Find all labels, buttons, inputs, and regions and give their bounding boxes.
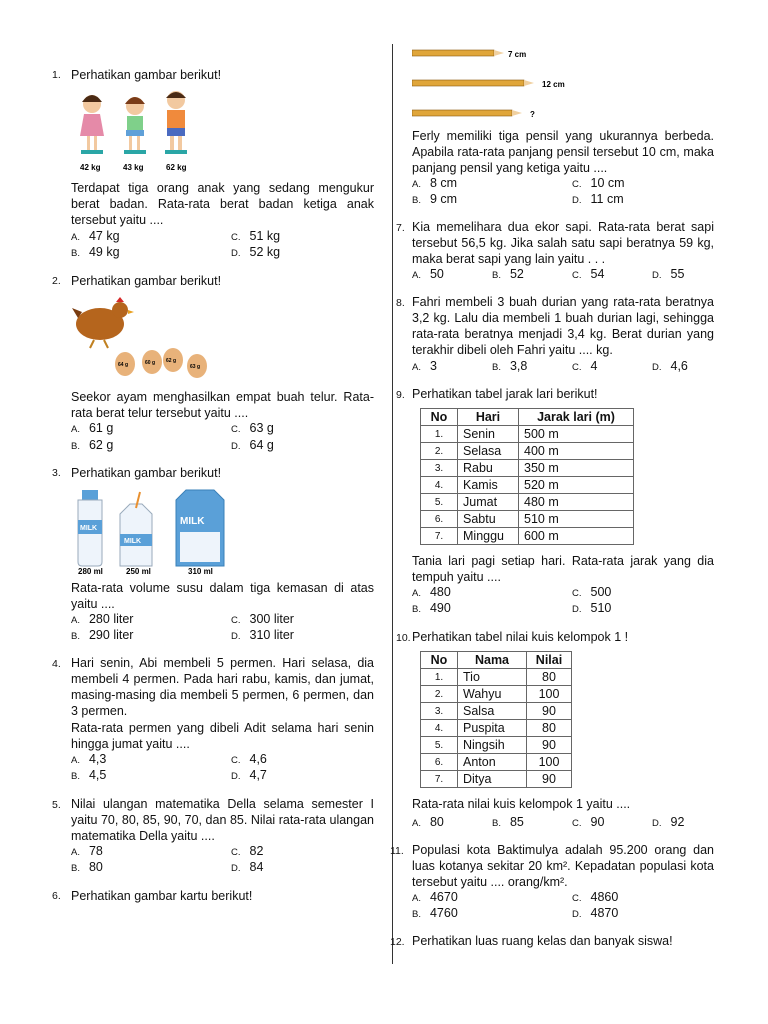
- question-number: 8.: [396, 297, 405, 309]
- question-prompt: Populasi kota Baktimulya adalah 95.200 orang dan luas kotanya sekitar 20 km². Kepadatan populasi kota tersebut yaitu .... orang/km².: [412, 843, 714, 889]
- table-cell: 350 m: [519, 460, 634, 477]
- option-a[interactable]: A. 61 g: [71, 421, 114, 435]
- table-header-row: No Hari Jarak lari (m): [421, 409, 634, 426]
- weight-label: 42 kg: [80, 163, 101, 172]
- question-number: 9.: [396, 389, 405, 401]
- table-row: [421, 720, 572, 737]
- question-body: Rata-rata nilai kuis kelompok 1 yaitu ....: [412, 797, 631, 811]
- option-a[interactable]: A. 4,3: [71, 752, 107, 766]
- row-number-cell: 3.: [421, 703, 458, 720]
- table-cell: Anton: [458, 754, 527, 771]
- row-number-cell: 7.: [421, 528, 458, 545]
- table-cell: 100: [527, 754, 572, 771]
- table-cell: 480 m: [519, 494, 634, 511]
- svg-text:250 ml: 250 ml: [126, 567, 151, 576]
- option-a[interactable]: A. 8 cm: [412, 176, 458, 190]
- option-a[interactable]: A. 80: [412, 815, 444, 829]
- option-d[interactable]: D. 4,7: [231, 768, 267, 782]
- table-row: [421, 686, 572, 703]
- table-cell: 90: [527, 703, 572, 720]
- option-c[interactable]: C. 4860: [572, 890, 619, 904]
- option-c[interactable]: C. 54: [572, 267, 605, 281]
- table-cell: 90: [527, 771, 572, 788]
- question-prompt: Perhatikan gambar berikut!: [71, 466, 222, 480]
- children-weighing-image: [72, 90, 202, 174]
- option-c[interactable]: C. 500: [572, 585, 612, 599]
- question-prompt: Perhatikan luas ruang kelas dan banyak siswa!: [412, 934, 673, 948]
- question-number: 6.: [52, 890, 61, 902]
- table-cell: Sabtu: [458, 511, 519, 528]
- option-c[interactable]: C. 300 liter: [231, 612, 294, 626]
- table-cell: Ditya: [458, 771, 527, 788]
- question-number: 5.: [52, 799, 61, 811]
- table-cell: 510 m: [519, 511, 634, 528]
- question-prompt: Perhatikan gambar berikut!: [71, 68, 222, 82]
- row-number-cell: 3.: [421, 460, 458, 477]
- option-b[interactable]: B. 3,8: [492, 359, 528, 373]
- row-number-cell: 6.: [421, 511, 458, 528]
- option-d[interactable]: D. 11 cm: [572, 192, 624, 206]
- milk-containers-image: [72, 488, 232, 576]
- option-d[interactable]: D. 52 kg: [231, 245, 281, 259]
- hen-eggs-image: [72, 296, 212, 380]
- question-prompt: Perhatikan gambar kartu berikut!: [71, 889, 253, 903]
- table-row: [421, 511, 634, 528]
- option-a[interactable]: A. 47 kg: [71, 229, 120, 243]
- table-cell: 500 m: [519, 426, 634, 443]
- pencil-length-label: ?: [530, 110, 535, 119]
- option-a[interactable]: A. 4670: [412, 890, 458, 904]
- row-number-cell: 2.: [421, 443, 458, 460]
- table-cell: Selasa: [458, 443, 519, 460]
- question-prompt: Kia memelihara dua ekor sapi. Rata-rata berat sapi tersebut 56,5 kg. Jika salah satu sapi beratnya 59 kg, maka berat sapi yang lain yaitu . . .: [412, 220, 714, 266]
- option-d[interactable]: D. 92: [652, 815, 685, 829]
- table-row: [421, 426, 634, 443]
- running-distance-table: [420, 408, 634, 545]
- table-cell: 600 m: [519, 528, 634, 545]
- table-cell: Ningsih: [458, 737, 527, 754]
- question-body: Seekor ayam menghasilkan empat buah telur. Rata-rata berat telur tersebut yaitu ....: [71, 390, 374, 420]
- option-b[interactable]: B. 4,5: [71, 768, 107, 782]
- row-number-cell: 1.: [421, 426, 458, 443]
- row-number-cell: 5.: [421, 494, 458, 511]
- table-row: [421, 477, 634, 494]
- table-cell: 90: [527, 737, 572, 754]
- option-c[interactable]: C. 63 g: [231, 421, 274, 435]
- svg-text:MILK: MILK: [124, 538, 142, 545]
- option-a[interactable]: A. 50: [412, 267, 444, 281]
- svg-text:60 g: 60 g: [145, 360, 156, 366]
- pencil-length-label: 12 cm: [542, 80, 565, 89]
- option-a[interactable]: A. 480: [412, 585, 451, 599]
- question-body: Terdapat tiga orang anak yang sedang mengukur berat badan. Rata-rata berat badan ketiga anak tersebut yaitu ....: [71, 181, 374, 227]
- option-c[interactable]: C. 10 cm: [572, 176, 625, 190]
- question-number: 7.: [396, 222, 405, 234]
- option-a[interactable]: A. 78: [71, 844, 103, 858]
- table-row: [421, 771, 572, 788]
- option-d[interactable]: D. 310 liter: [231, 628, 294, 642]
- row-number-cell: 1.: [421, 669, 458, 686]
- table-cell: 80: [527, 669, 572, 686]
- option-a[interactable]: A. 280 liter: [71, 612, 134, 626]
- quiz-score-table: [420, 651, 572, 788]
- table-row: [421, 528, 634, 545]
- question-prompt: Fahri membeli 3 buah durian yang rata-rata beratnya 3,2 kg. Lalu dia membeli 1 buah durian lagi, sehingga rata-rata beratnya menjadi 3,4 kg. Berat durian yang terakhir dibeli oleh Fahri yaitu .... kg.: [412, 295, 714, 357]
- question-body: Rata-rata permen yang dibeli Adit selama hari senin hingga jumat yaitu ....: [71, 721, 374, 751]
- question-number: 3.: [52, 467, 61, 479]
- question-body: Tania lari pagi setiap hari. Rata-rata jarak yang dia tempuh yaitu ....: [412, 554, 714, 584]
- svg-text:64 g: 64 g: [118, 362, 129, 368]
- table-cell: Minggu: [458, 528, 519, 545]
- table-row: [421, 754, 572, 771]
- table-cell: 80: [527, 720, 572, 737]
- question-prompt: Perhatikan tabel jarak lari berikut!: [412, 387, 598, 401]
- column-divider: [392, 44, 393, 964]
- option-b[interactable]: B. 490: [412, 601, 451, 615]
- option-d[interactable]: D. 84: [231, 860, 264, 874]
- option-d[interactable]: D. 4,6: [652, 359, 688, 373]
- table-cell: Jumat: [458, 494, 519, 511]
- question-number: 11.: [390, 845, 404, 857]
- question-6-body: Ferly memiliki tiga pensil yang ukurannya berbeda. Apabila rata-rata panjang pensil tersebut 10 cm, maka panjang pensil yang ketiga yaitu ....: [412, 129, 714, 175]
- svg-text:63 g: 63 g: [190, 364, 201, 370]
- table-cell: Puspita: [458, 720, 527, 737]
- option-b[interactable]: B. 9 cm: [412, 192, 458, 206]
- svg-text:MILK: MILK: [180, 516, 205, 527]
- table-cell: Senin: [458, 426, 519, 443]
- table-row: [421, 703, 572, 720]
- option-d[interactable]: D. 55: [652, 267, 685, 281]
- pencil-length-label: 7 cm: [508, 50, 527, 59]
- option-c[interactable]: C. 82: [231, 844, 264, 858]
- question-prompt: Perhatikan gambar berikut!: [71, 274, 222, 288]
- row-number-cell: 7.: [421, 771, 458, 788]
- pencils-image: [412, 44, 582, 120]
- table-row: [421, 494, 634, 511]
- row-number-cell: 6.: [421, 754, 458, 771]
- option-d[interactable]: D. 64 g: [231, 438, 274, 452]
- option-d[interactable]: D. 4870: [572, 906, 619, 920]
- svg-text:280 ml: 280 ml: [78, 567, 103, 576]
- question-prompt: Perhatikan tabel nilai kuis kelompok 1 !: [412, 630, 629, 644]
- table-cell: Tio: [458, 669, 527, 686]
- svg-text:62 g: 62 g: [166, 358, 177, 364]
- option-c[interactable]: C. 90: [572, 815, 605, 829]
- option-b[interactable]: B. 52: [492, 267, 524, 281]
- question-number: 4.: [52, 658, 61, 670]
- table-cell: Rabu: [458, 460, 519, 477]
- table-row: [421, 737, 572, 754]
- question-number: 10.: [396, 632, 411, 644]
- question-prompt: Nilai ulangan matematika Della selama semester I yaitu 70, 80, 85, 90, 70, dan 85. Nilai rata-rata ulangan matematika Della yaitu ....: [71, 797, 374, 843]
- table-row: [421, 443, 634, 460]
- option-d[interactable]: D. 510: [572, 601, 612, 615]
- weight-label: 62 kg: [166, 163, 187, 172]
- option-b[interactable]: B. 80: [71, 860, 103, 874]
- question-number: 2.: [52, 275, 61, 287]
- row-number-cell: 4.: [421, 477, 458, 494]
- option-c[interactable]: C. 51 kg: [231, 229, 281, 243]
- option-c[interactable]: C. 4,6: [231, 752, 267, 766]
- svg-text:310 ml: 310 ml: [188, 567, 213, 576]
- table-cell: 400 m: [519, 443, 634, 460]
- table-header-row: No Nama Nilai: [421, 652, 572, 669]
- table-cell: 100: [527, 686, 572, 703]
- table-row: [421, 669, 572, 686]
- option-b[interactable]: B. 4760: [412, 906, 458, 920]
- option-a[interactable]: A. 3: [412, 359, 437, 373]
- option-b[interactable]: B. 290 liter: [71, 628, 134, 642]
- question-number: 12.: [390, 936, 405, 948]
- row-number-cell: 4.: [421, 720, 458, 737]
- table-cell: 520 m: [519, 477, 634, 494]
- row-number-cell: 5.: [421, 737, 458, 754]
- weight-label: 43 kg: [123, 163, 144, 172]
- question-number: 1.: [52, 69, 61, 81]
- option-b[interactable]: B. 85: [492, 815, 524, 829]
- table-cell: Kamis: [458, 477, 519, 494]
- option-b[interactable]: B. 49 kg: [71, 245, 120, 259]
- table-row: [421, 460, 634, 477]
- option-b[interactable]: B. 62 g: [71, 438, 114, 452]
- table-cell: Salsa: [458, 703, 527, 720]
- svg-text:MILK: MILK: [80, 525, 98, 532]
- row-number-cell: 2.: [421, 686, 458, 703]
- option-c[interactable]: C. 4: [572, 359, 598, 373]
- question-prompt: Hari senin, Abi membeli 5 permen. Hari selasa, dia membeli 4 permen. Pada hari rabu, kamis, dan jumat, masing-masing dia membeli 5 permen, 6 permen, dan 3 permen.: [71, 656, 374, 718]
- table-cell: Wahyu: [458, 686, 527, 703]
- question-body: Rata-rata volume susu dalam tiga kemasan di atas yaitu ....: [71, 581, 374, 611]
